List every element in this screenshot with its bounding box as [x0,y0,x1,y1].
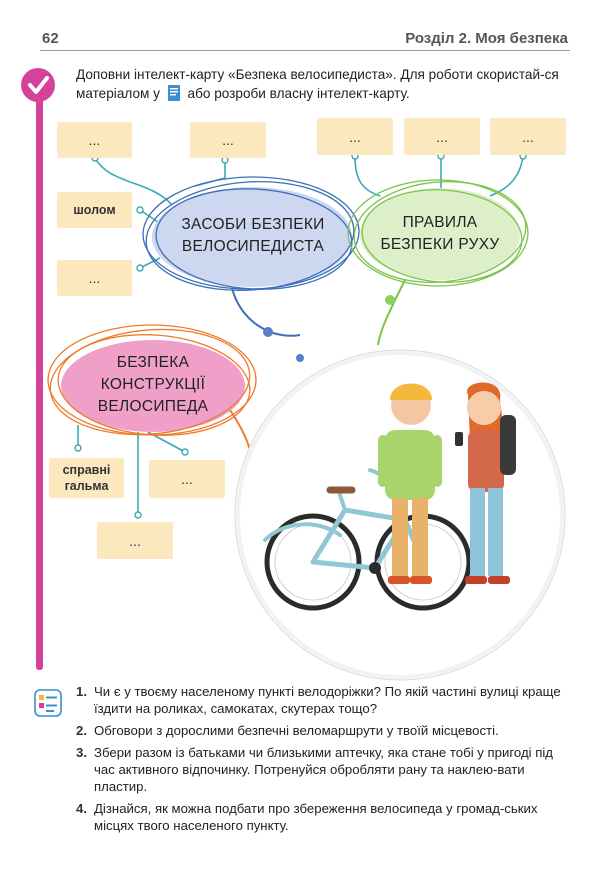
card-brakes [49,458,124,498]
question-number: 2. [76,723,87,738]
card-brakes-line: гальма [64,479,109,493]
connector-dot [135,512,141,518]
bubble-line: ПРАВИЛА [402,214,478,231]
chapter-title: Розділ 2. Моя безпека [405,30,568,47]
bubble-line: КОНСТРУКЦІЇ [100,376,206,393]
page-number: 62 [42,30,59,47]
question-item [76,683,576,717]
question-text: Чи є у твоєму населеному пункті велодоріжки? По якій частині вулиці краще їздити на роликах, самокатах, скутерах тощо? [94,684,561,716]
question-item [76,722,576,739]
bubble-line: БЕЗПЕКА [116,354,190,371]
blank-card[interactable]: ... [57,260,132,296]
question-item [76,744,576,795]
blank-card[interactable]: ... [490,118,566,155]
task-text-start: Доповни інтелект-карту «Безпека велосипедиста». Для роботи скористай-ся матеріалом у [76,67,559,101]
bubble-line: ВЕЛОСИПЕДА [97,398,209,415]
checklist-icon [34,689,62,717]
bubble-bike-construction-text [70,352,236,418]
connector-dot [75,445,81,451]
question-number: 1. [76,684,87,699]
task-text-end: або розроби власну інтелект-карту. [187,86,410,101]
blank-card[interactable]: ... [97,522,173,559]
question-number: 3. [76,745,87,760]
card-brakes-line: справні [62,463,111,477]
blank-card[interactable]: ... [404,118,480,155]
question-text: Обговори з дорослими безпечні веломаршрути у твоїй місцевості. [94,723,499,738]
bubble-traffic-rules-text [365,212,515,256]
questions-list [76,683,576,839]
connector-dot [137,207,143,213]
question-item [76,800,576,834]
blank-card[interactable]: ... [190,122,266,158]
blank-card[interactable]: ... [57,122,132,158]
question-number: 4. [76,801,87,816]
bubble-line: ВЕЛОСИПЕДИСТА [181,238,325,255]
connector-line [355,156,380,196]
bubble-safety-means-text [160,214,346,258]
question-text: Збери разом із батьками чи близькими аптечку, яка стане тобі у пригоді під час активного відпочинку. Потренуйся обробляти рану та наклею-вати пластир. [94,745,554,794]
blank-card[interactable]: ... [317,118,393,155]
connector-dot [182,449,188,455]
bubble-line: БЕЗПЕКИ РУХУ [380,236,500,253]
card-helmet: шолом [57,192,132,228]
bubble-line: ЗАСОБИ БЕЗПЕКИ [181,216,325,233]
question-text: Дізнайся, як можна подбати про збереження велосипеда у громад-ських місцях твого населеного пункту. [94,801,538,833]
blank-card[interactable]: ... [149,460,225,498]
connector-dot [137,265,143,271]
